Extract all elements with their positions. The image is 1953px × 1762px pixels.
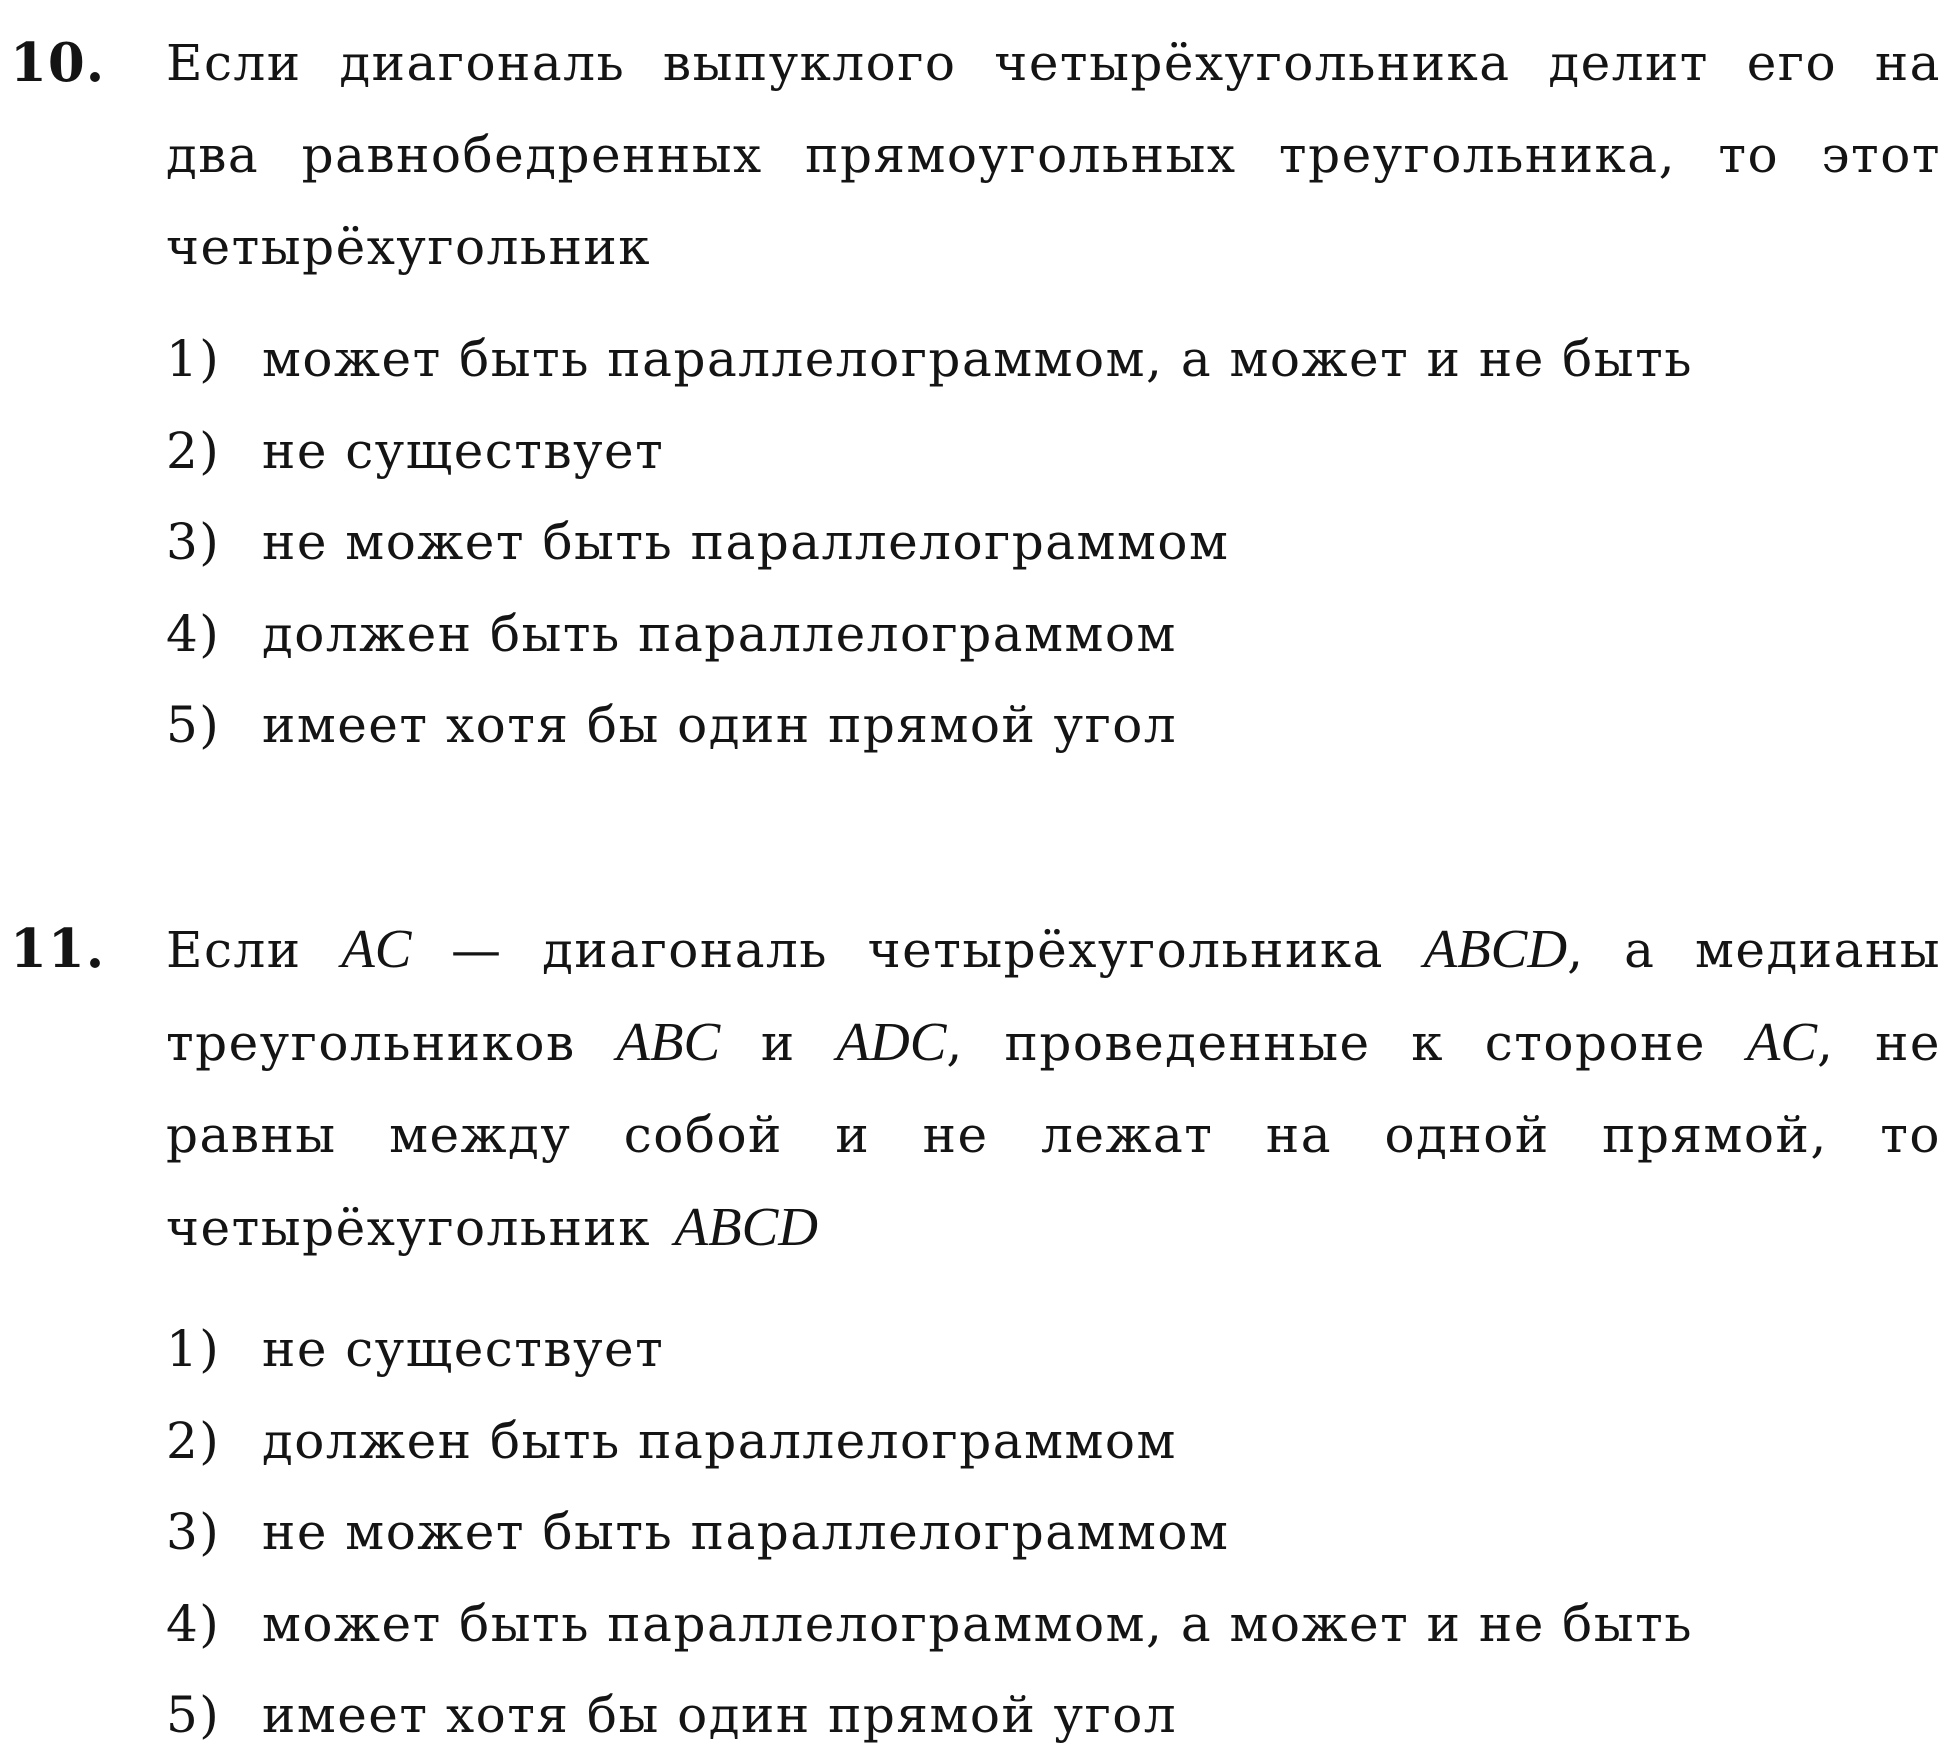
answer-option (166, 406, 1866, 498)
option-text: не существует (262, 421, 665, 480)
text-segment: , а медианы треугольников (166, 921, 1941, 1072)
question-text: Если диагональ выпуклого четырёхугольника делит его на два равнобедренных прямоугольных треугольника, то этот четырёхугольник (166, 34, 1941, 276)
option-text: не может быть параллелограммом (262, 1503, 1230, 1561)
option-number: 3) (166, 513, 221, 571)
option-number: 5) (166, 696, 221, 754)
answer-option (166, 589, 1866, 681)
question-number: 10. (10, 32, 106, 94)
option-number: 4) (166, 1594, 221, 1653)
answer-option (166, 1304, 1866, 1396)
option-text: должен быть параллелограммом (262, 1411, 1177, 1470)
option-text: может быть параллелограммом, а может и не быть (262, 330, 1693, 388)
math-label: AC (1746, 1011, 1817, 1072)
math-label: ABCD (674, 1196, 819, 1257)
option-text: может быть параллелограммом, а может и не быть (262, 1594, 1693, 1653)
option-number: 5) (166, 1686, 221, 1744)
text-segment: — диагональ четырёхугольника (411, 921, 1424, 979)
text-segment: Если (166, 921, 342, 979)
question-text (166, 903, 1941, 1274)
option-number: 2) (166, 421, 221, 480)
answer-option (166, 680, 1866, 772)
option-text: не существует (262, 1320, 665, 1378)
option-text: не может быть параллелограммом (262, 513, 1230, 571)
math-label: ABCD (1423, 918, 1568, 979)
option-number: 3) (166, 1503, 221, 1561)
text-segment: и (720, 1014, 837, 1072)
math-label: ADC (836, 1011, 947, 1072)
option-number: 2) (166, 1411, 221, 1470)
answer-option (166, 497, 1866, 589)
answer-option (166, 314, 1866, 406)
option-number: 1) (166, 1320, 221, 1378)
answer-options (166, 1304, 1866, 1762)
option-text: имеет хотя бы один прямой угол (262, 696, 1178, 754)
question-number: 11. (10, 918, 106, 980)
option-text: должен быть параллелограммом (262, 604, 1177, 663)
math-label: ABC (616, 1011, 721, 1072)
text-segment: , проведенные к стороне (946, 1014, 1747, 1072)
answer-option (166, 1579, 1866, 1671)
option-number: 1) (166, 330, 221, 388)
text-segment: , не равны между собой и не лежат на одной прямой, то четырёхугольник (166, 1014, 1942, 1257)
answer-options (166, 314, 1866, 772)
option-text: имеет хотя бы один прямой угол (262, 1686, 1178, 1744)
answer-option (166, 1396, 1866, 1488)
answer-option (166, 1487, 1866, 1579)
math-label: AC (341, 918, 412, 979)
option-number: 4) (166, 604, 221, 663)
